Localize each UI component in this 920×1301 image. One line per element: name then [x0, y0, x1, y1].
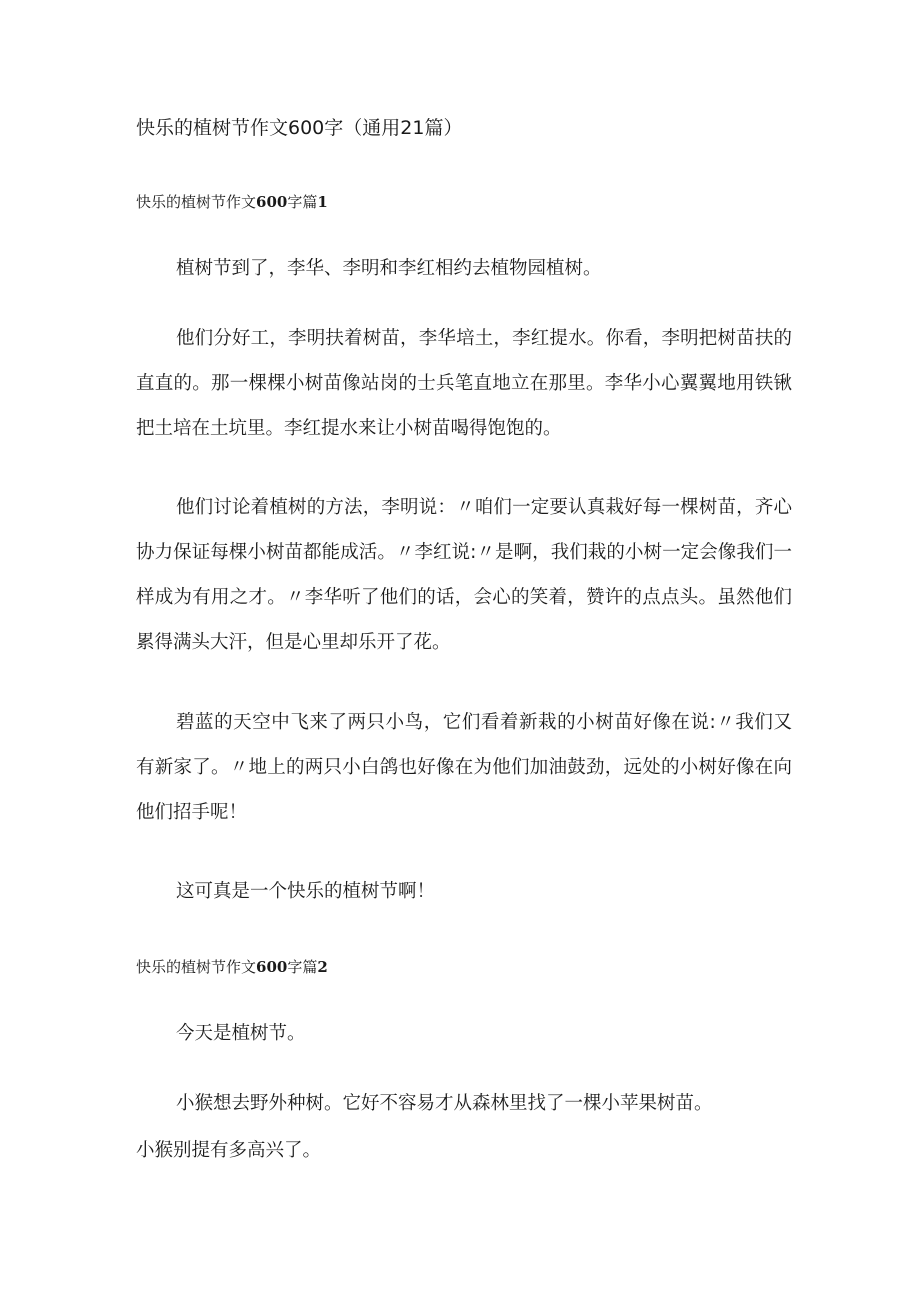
document-title: 快乐的植树节作文600字（通用21篇）	[136, 117, 463, 139]
paragraph: 小猴想去野外种树。它好不容易才从森林里找了一棵小苹果树苗。	[176, 1093, 713, 1114]
section-heading-number: 1	[317, 193, 328, 211]
paragraph: 这可真是一个快乐的植树节啊！	[176, 881, 436, 902]
section-heading-1	[136, 190, 328, 214]
section-heading-count: 600	[256, 958, 288, 976]
paragraph: 他们分好工，李明扶着树苗，李华培土，李红提水。你看，李明把树苗扶的直直的。那一棵棵小树苗像站岗的士兵笔直地立在那里。李华小心翼翼地用铁锹把土培在土坑里。李红提水来让小树苗喝得饱饱的。	[136, 328, 792, 439]
section-heading-mid: 字篇	[287, 193, 318, 211]
paragraph: 他们讨论着植树的方法，李明说：〃咱们一定要认真栽好每一棵树苗，齐心协力保证每棵小树苗都能成活。〃李红说:〃是啊，我们栽的小树一定会像我们一样成为有用之才。〃李华听了他们的话，会心的笑着，赞许的点点头。虽然他们累得满头大汗，但是心里却乐开了花。	[136, 497, 792, 653]
section-heading-prefix: 快乐的植树节作文	[136, 193, 257, 211]
paragraph: 植树节到了，李华、李明和李红相约去植物园植树。	[176, 258, 602, 279]
paragraph: 小猴别提有多高兴了。	[136, 1140, 322, 1161]
section-heading-2	[136, 955, 328, 979]
section-heading-mid: 字篇	[287, 958, 318, 976]
section-heading-number: 2	[317, 958, 328, 976]
section-heading-count: 600	[256, 193, 288, 211]
paragraph: 碧蓝的天空中飞来了两只小鸟，它们看着新栽的小树苗好像在说:〃我们又有新家了。〃地上的两只小白鸽也好像在为他们加油鼓劲，远处的小树好像在向他们招手呢！	[136, 712, 792, 823]
section-heading-prefix: 快乐的植树节作文	[136, 958, 257, 976]
paragraph: 今天是植树节。	[176, 1023, 306, 1044]
